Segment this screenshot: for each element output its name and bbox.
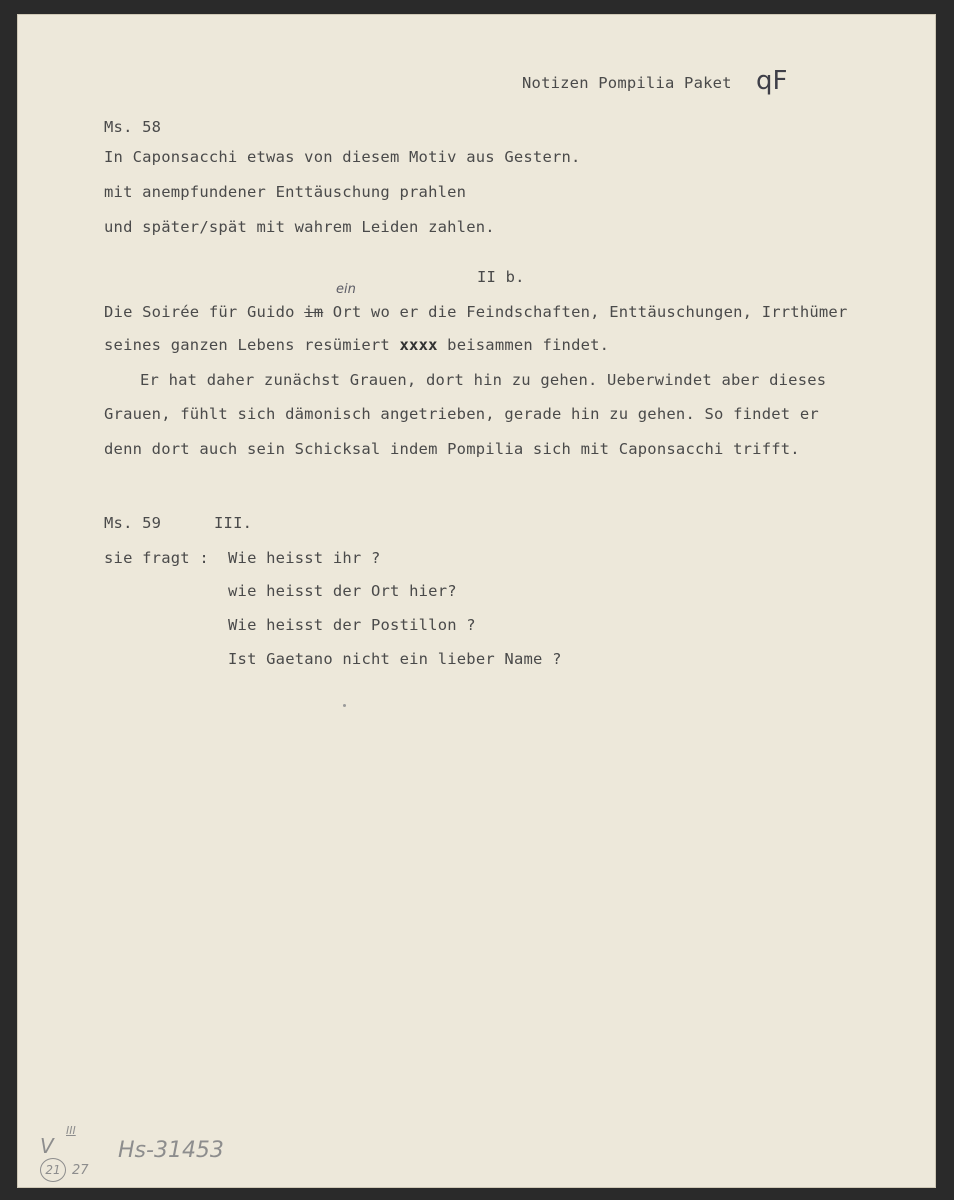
paper-speck: [343, 704, 346, 707]
archive-roman-numeral: V: [40, 1134, 54, 1158]
text-line: mit anempfundener Enttäuschung prahlen: [104, 183, 467, 201]
section-heading: III.: [214, 514, 253, 532]
question-line: Wie heisst ihr ?: [228, 549, 381, 567]
paragraph-line: denn dort auch sein Schicksal indem Pompilia sich mit Caponsacchi trifft.: [104, 440, 800, 458]
handwritten-mark: qF: [756, 66, 788, 96]
question-line: Wie heisst der Postillon ?: [228, 616, 476, 634]
text-line: und später/spät mit wahrem Leiden zahlen.: [104, 218, 495, 236]
manuscript-ref-58: Ms. 58: [104, 118, 162, 136]
archive-folio: 27: [72, 1163, 89, 1178]
question-intro: sie fragt :: [104, 549, 209, 567]
archive-circled-number: [40, 1158, 66, 1182]
text-segment: seines ganzen Lebens resümiert: [104, 336, 400, 354]
archive-signature: Hs-31453: [118, 1138, 224, 1163]
text-segment: Ort wo er die Feindschaften, Enttäuschungen, Irrthümer: [323, 303, 848, 321]
question-line: Ist Gaetano nicht ein lieber Name ?: [228, 650, 562, 668]
paragraph-line: [104, 336, 609, 354]
paragraph-line: Grauen, fühlt sich dämonisch angetrieben, gerade hin zu gehen. So findet er: [104, 405, 819, 423]
question-line: wie heisst der Ort hier?: [228, 582, 457, 600]
handwritten-insertion: ein: [336, 282, 356, 297]
struck-word: im: [304, 303, 324, 321]
struck-word: xxxx: [399, 336, 438, 354]
section-heading: II b.: [477, 268, 525, 286]
circled-number-text: 21: [45, 1163, 61, 1177]
paragraph-line: [104, 303, 848, 321]
paragraph-line: Er hat daher zunächst Grauen, dort hin zu gehen. Ueberwindet aber dieses: [140, 371, 827, 389]
text-line: In Caponsacchi etwas von diesem Motiv aus Gestern.: [104, 148, 581, 166]
page-title: Notizen Pompilia Paket: [522, 74, 732, 92]
text-segment: beisammen findet.: [437, 336, 610, 354]
text-segment: Die Soirée für Guido: [104, 303, 305, 321]
manuscript-ref-59: Ms. 59: [104, 514, 162, 532]
archive-roman-superscript: III: [66, 1124, 76, 1137]
